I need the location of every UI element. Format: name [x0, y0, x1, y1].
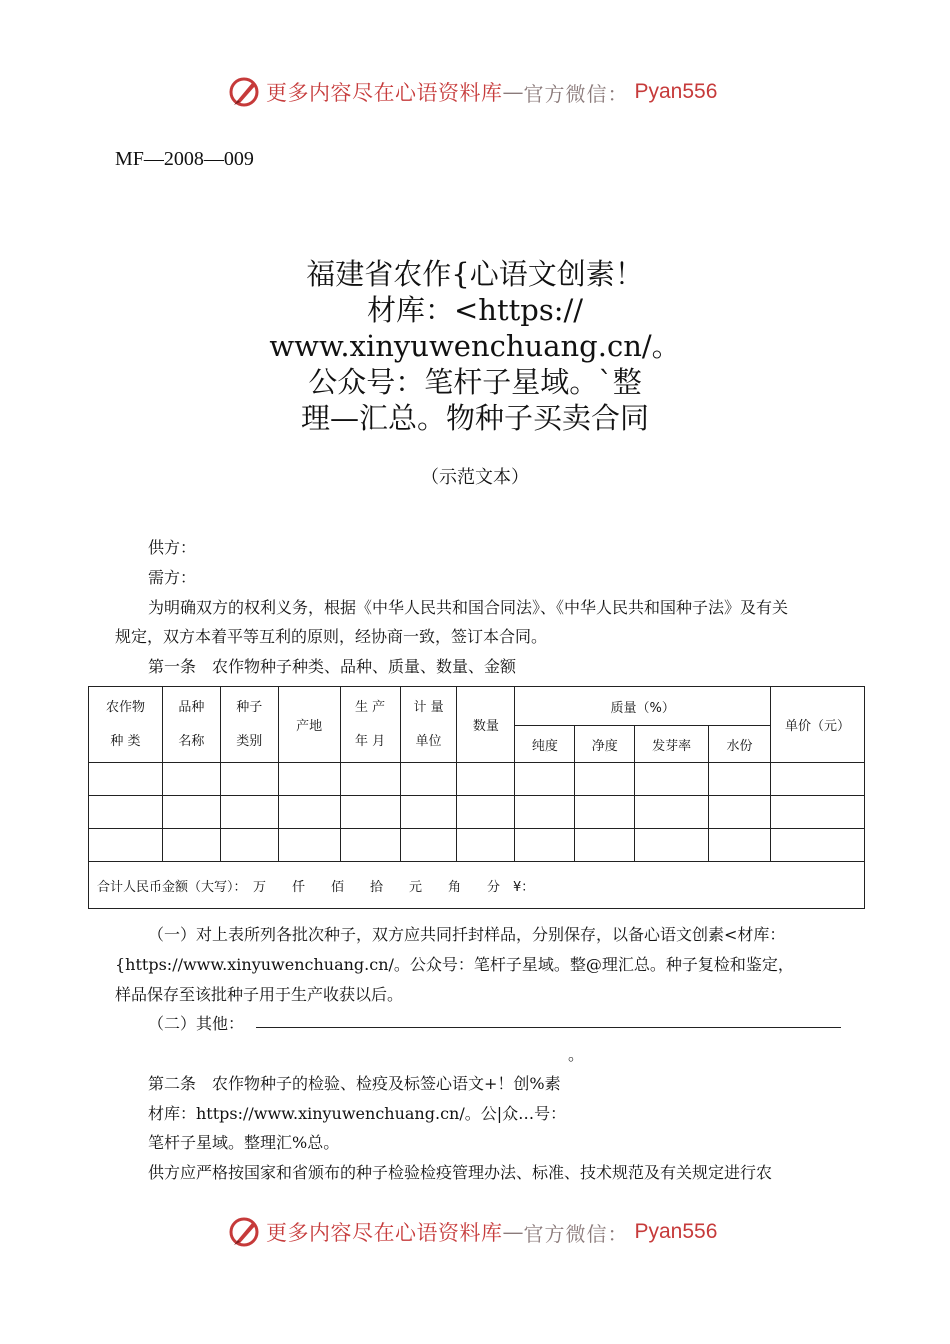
intro-paragraph-line: 为明确双方的权利义务，根据《中华人民共和国合同法》、《中华人民共和国种子法》及有关: [148, 598, 789, 617]
watermark-wechat-label: 官方微信：: [523, 81, 629, 106]
watermark-brand: 更多内容尽在心语资料库: [266, 81, 503, 105]
header-variety: 品种 名称: [162, 687, 220, 763]
pen-logo-icon: [228, 1215, 262, 1249]
header-unit: 计 量 单位: [400, 687, 457, 763]
article1-heading: 第一条 农作物种子种类、品种、质量、数量、金额: [148, 657, 517, 676]
fill-in-line: [256, 1027, 841, 1028]
note2-end: 。: [568, 1045, 585, 1064]
article2-line: 材库：https://www.xinyuwenchuang.cn/。公|众…号：: [148, 1104, 567, 1123]
note2-label: （二）其他：: [148, 1014, 245, 1033]
document-title: [150, 256, 800, 436]
document-subtitle: （示范文本）: [421, 467, 529, 488]
header-unit-price: 单价（元）: [771, 687, 865, 763]
watermark-dash: —: [502, 80, 524, 104]
header-quantity: 数量: [457, 687, 515, 763]
header-cleanliness: 净度: [575, 726, 635, 763]
header-origin: 产地: [278, 687, 340, 763]
article2-heading: 第二条 农作物种子的检验、检疫及标签心语文+！创%素: [148, 1074, 561, 1093]
header-quality: 质量（%）: [515, 687, 771, 726]
buyer-label: 需方：: [148, 568, 197, 587]
table-row: [89, 796, 865, 829]
header-moisture: 水份: [709, 726, 771, 763]
intro-paragraph-line: 规定，双方本着平等互利的原则，经协商一致，签订本合同。: [115, 627, 548, 646]
title-line: 公众号：笔杆子星域。`整: [308, 365, 642, 399]
header-crop-type: 农作物 种 类: [89, 687, 163, 763]
document-code: MF—2008—009: [115, 148, 254, 170]
watermark-banner-bottom: [228, 1214, 717, 1250]
watermark-dash: —: [502, 1220, 524, 1244]
watermark-banner-top: [228, 74, 717, 110]
article2-line: 笔杆子星域。整理汇%总。: [148, 1133, 340, 1152]
article2-line: 供方应严格按国家和省颁布的种子检验检疫管理办法、标准、技术规范及有关规定进行农: [148, 1163, 773, 1182]
title-line: 福建省农作{心语文创素！: [306, 257, 644, 291]
header-purity: 纯度: [515, 726, 575, 763]
note1-line: {https://www.xinyuwenchuang.cn/。公众号：笔杆子星域。整@理汇总。种子复检和鉴定，: [115, 955, 794, 974]
header-germination: 发芽率: [635, 726, 709, 763]
pen-logo-icon: [228, 75, 262, 109]
header-production-date: 生 产 年 月: [340, 687, 400, 763]
watermark-wechat-id: Pyan556: [634, 80, 718, 103]
watermark-wechat-label: 官方微信：: [523, 1221, 629, 1246]
watermark-wechat-id: Pyan556: [634, 1220, 718, 1243]
title-line: 理—汇总。物种子买卖合同: [300, 401, 649, 435]
table-row: [89, 763, 865, 796]
title-line: www.xinyuwenchuang.cn/。: [269, 329, 681, 363]
note1-line: 样品保存至该批种子用于生产收获以后。: [115, 985, 404, 1004]
total-amount-row: 合计人民币金额（大写）： 万 仟 佰 拾 元 角 分 ¥：: [89, 862, 865, 909]
watermark-brand: 更多内容尽在心语资料库: [266, 1221, 503, 1245]
supplier-label: 供方：: [148, 538, 197, 557]
title-line: 材库：<https://: [366, 293, 584, 327]
header-seed-class: 种子 类别: [220, 687, 278, 763]
note1-line: （一）对上表所列各批次种子，双方应共同扦封样品，分别保存，以备心语文创素<材库：: [148, 925, 786, 944]
seed-table: [88, 686, 865, 909]
table-row: [89, 829, 865, 862]
